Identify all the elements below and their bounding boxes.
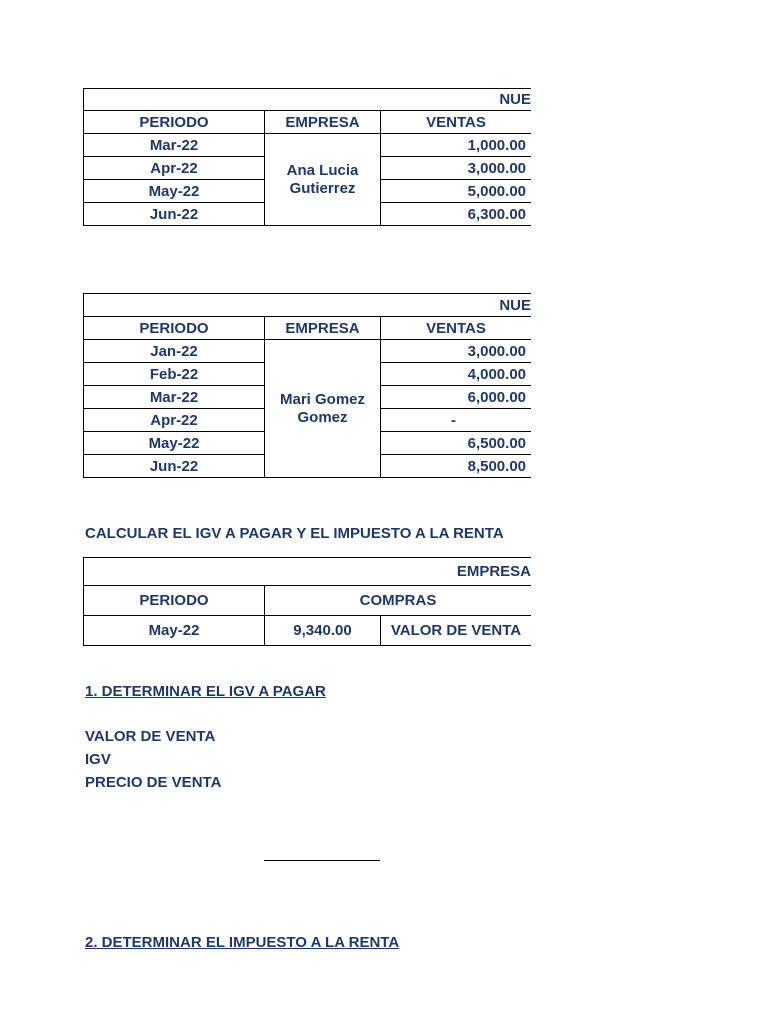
periodo-cell: Jun-22 — [84, 203, 265, 226]
ventas-cell: 6,300.00 — [381, 203, 532, 226]
ventas-cell: 8,500.00 — [381, 455, 532, 478]
column-header-periodo: PERIODO — [84, 111, 265, 134]
table-row — [84, 340, 532, 363]
ventas-cell: 1,000.00 — [381, 134, 532, 157]
column-header-empresa: EMPRESA — [265, 111, 381, 134]
instruction-text: CALCULAR EL IGV A PAGAR Y EL IMPUESTO A LA RENTA — [85, 525, 504, 542]
ventas-cell: 6,500.00 — [381, 432, 532, 455]
column-header-periodo: PERIODO — [84, 586, 265, 616]
column-header-ventas: VENTAS — [381, 111, 532, 134]
periodo-cell: May-22 — [84, 616, 265, 646]
periodo-cell: Jan-22 — [84, 340, 265, 363]
table-title: NUE — [84, 294, 532, 317]
divider-line — [264, 860, 380, 861]
section-1-title: 1. DETERMINAR EL IGV A PAGAR — [85, 683, 326, 700]
column-header-compras: COMPRAS — [265, 586, 532, 616]
table-row — [84, 616, 532, 646]
line-valor-de-venta: VALOR DE VENTA — [85, 728, 216, 745]
ventas-cell: 5,000.00 — [381, 180, 532, 203]
ventas-cell: 4,000.00 — [381, 363, 532, 386]
empresa-cell: Mari Gomez Gomez — [265, 340, 381, 478]
column-header-empresa: EMPRESA — [265, 317, 381, 340]
periodo-cell: Apr-22 — [84, 157, 265, 180]
section-2-title: 2. DETERMINAR EL IMPUESTO A LA RENTA — [85, 934, 400, 951]
purchases-table — [83, 557, 532, 646]
periodo-cell: Jun-22 — [84, 455, 265, 478]
periodo-cell: Mar-22 — [84, 134, 265, 157]
line-precio-de-venta: PRECIO DE VENTA — [85, 774, 222, 791]
periodo-cell: Feb-22 — [84, 363, 265, 386]
periodo-cell: Mar-22 — [84, 386, 265, 409]
ventas-cell: 3,000.00 — [381, 340, 532, 363]
sales-table-2 — [83, 293, 532, 478]
table-row — [84, 134, 532, 157]
ventas-cell: - — [381, 409, 532, 432]
periodo-cell: Apr-22 — [84, 409, 265, 432]
compras-cell: 9,340.00 — [265, 616, 381, 646]
page-clip-region — [531, 0, 768, 1024]
line-igv: IGV — [85, 751, 111, 768]
table-title: EMPRESA — [84, 558, 532, 586]
column-header-periodo: PERIODO — [84, 317, 265, 340]
ventas-cell: 3,000.00 — [381, 157, 532, 180]
ventas-cell: 6,000.00 — [381, 386, 532, 409]
empresa-cell: Ana Lucia Gutierrez — [265, 134, 381, 226]
sales-table-1 — [83, 88, 532, 226]
column-header-ventas: VENTAS — [381, 317, 532, 340]
table-title: NUE — [84, 89, 532, 111]
valor-venta-cell: VALOR DE VENTA — [381, 616, 532, 646]
periodo-cell: May-22 — [84, 432, 265, 455]
periodo-cell: May-22 — [84, 180, 265, 203]
